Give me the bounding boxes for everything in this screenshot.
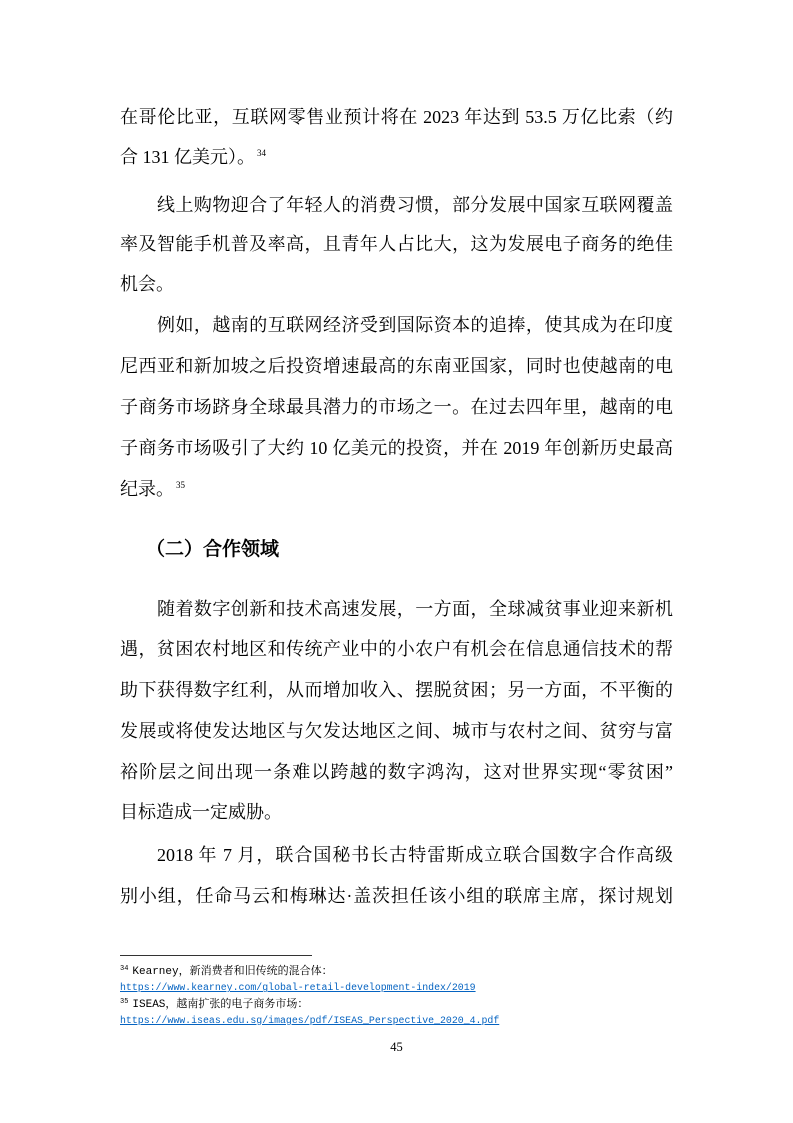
footnote-text: ISEAS，越南扩张的电子商务市场： — [132, 998, 309, 1011]
footnote-34 — [120, 962, 720, 978]
footnote-text: Kearney，新消费者和旧传统的混合体： — [132, 966, 333, 978]
footnote-35-link[interactable]: https://www.iseas.edu.sg/images/pdf/ISEAS_Perspective_2020_4.pdf — [120, 1014, 500, 1026]
paragraph-line: 在哥伦比亚，互联网零售业预计将在 2023 年达到 53.5 万亿比索（约 — [120, 107, 673, 127]
paragraph-online-shopping — [120, 186, 673, 305]
paragraph-line: 目标造成一定威胁。 — [120, 802, 282, 823]
paragraph-line: 子商务市场吸引了大约 10 亿美元的投资，并在 2019 年创新历史最高 — [120, 438, 673, 458]
paragraph-line: 例如，越南的互联网经济受到国际资本的追捧，使其成为在印度 — [157, 315, 673, 335]
section-heading: （二）合作领域 — [146, 538, 280, 560]
paragraph-line: 发展或将使发达地区与欠发达地区之间、城市与农村之间、贫穷与富 — [120, 720, 673, 741]
line-text: 合 131 亿美元）。 — [120, 146, 255, 167]
footnote-ref-34: 34 — [257, 147, 266, 158]
footnote-35-link-line — [120, 1011, 720, 1027]
footnote-number: 34 — [120, 965, 129, 973]
footnotes — [120, 962, 720, 1027]
paragraph-line — [120, 469, 673, 510]
footnote-34-link[interactable]: https://www.kearney.com/global-retail-development-index/2019 — [120, 982, 476, 994]
paragraph-colombia-retail — [120, 98, 673, 177]
paragraph-digital-divide — [120, 589, 673, 834]
paragraph-line: 助下获得数字红利，从而增加收入、摆脱贫困；另一方面，不平衡的 — [120, 680, 673, 701]
paragraph-line: 随着数字创新和技术高速发展，一方面，全球减贫事业迎来新机 — [157, 598, 673, 619]
paragraph-line: 率及智能手机普及率高，且青年人占比大，这为发展电子商务的绝佳 — [120, 234, 673, 254]
paragraph-line: 尼西亚和新加坡之后投资增速最高的东南亚国家，同时也使越南的电 — [120, 356, 673, 376]
paragraph-line: 裕阶层之间出现一条难以跨越的数字鸿沟，这对世界实现“零贫困” — [120, 761, 673, 782]
footnote-number: 35 — [120, 997, 129, 1006]
line-text: 纪录。 — [120, 479, 174, 499]
paragraph-line: 子商务市场跻身全球最具潜力的市场之一。在过去四年里，越南的电 — [120, 397, 673, 417]
paragraph-line: 遇，贫困农村地区和传统产业中的小农户有机会在信息通信技术的帮 — [120, 639, 673, 660]
paragraph-line: 机会。 — [120, 273, 174, 294]
paragraph-line: 线上购物迎合了年轻人的消费习惯，部分发展中国家互联网覆盖 — [157, 194, 673, 215]
footnote-ref-35: 35 — [176, 480, 185, 490]
paragraph-line: 别小组，任命马云和梅琳达·盖茨担任该小组的联席主席，探讨规划 — [120, 885, 673, 906]
paragraph-line: 2018 年 7 月，联合国秘书长古特雷斯成立联合国数字合作高级 — [157, 844, 673, 865]
paragraph-line — [120, 138, 673, 178]
footnote-35 — [120, 995, 720, 1011]
paragraph-vietnam-example — [120, 305, 673, 510]
page-number: 45 — [390, 1040, 403, 1054]
footnote-34-link-line — [120, 978, 720, 994]
footnote-separator — [120, 955, 312, 956]
paragraph-un-panel — [120, 835, 673, 917]
